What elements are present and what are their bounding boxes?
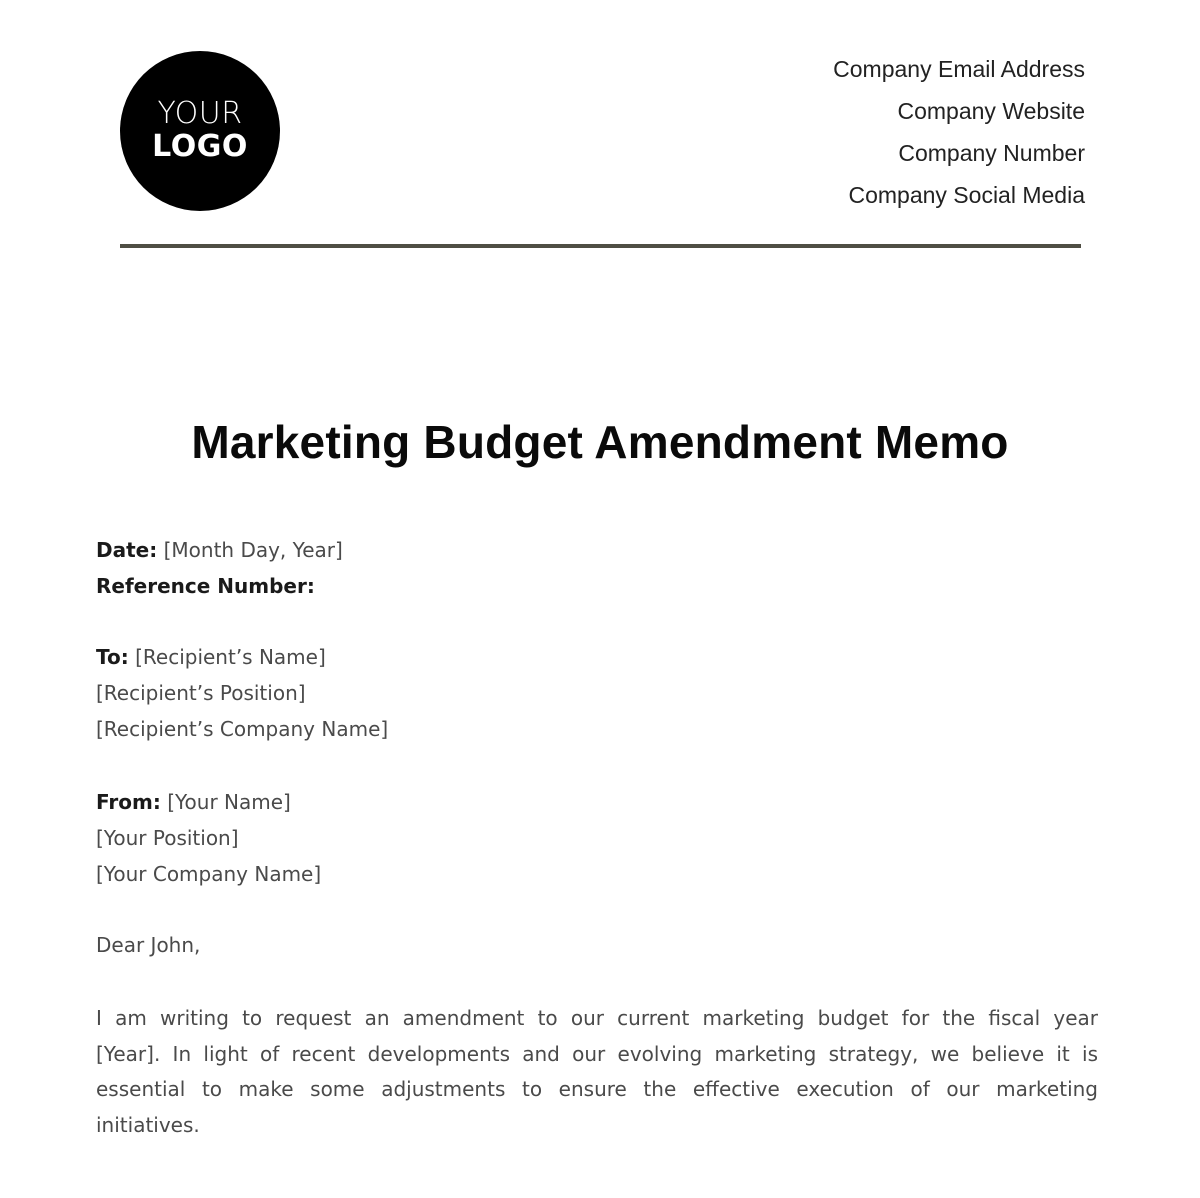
company-number: Company Number [898,140,1085,166]
document-title: Marketing Budget Amendment Memo [191,416,1009,468]
sender-position: [Your Position] [96,826,239,850]
recipient-position: [Recipient’s Position] [96,681,306,705]
company-contact-block [833,55,1085,223]
sender-name: [Your Name] [167,790,291,814]
date-value: [Month Day, Year] [163,538,343,562]
date-label: Date: [96,538,158,562]
recipient-name: [Recipient’s Name] [135,645,326,669]
body-paragraph: I am writing to request an amendment to our current marketing budget for the fiscal year [Year]. In light of recent developments and our evolving marketing strategy, we believe it is essential to make some adjustments to ensure the effective execution of our marketing initiatives. [96,1006,1098,1137]
recipient-company: [Recipient’s Company Name] [96,717,389,741]
memo-meta [96,532,1098,604]
company-logo [120,51,280,211]
from-label: From: [96,790,161,814]
company-email: Company Email Address [833,56,1085,82]
to-line [96,639,1098,675]
logo-line-2: LOGO [152,128,248,164]
reference-label: Reference Number: [96,574,315,598]
reference-line [96,568,1098,604]
company-website: Company Website [897,98,1085,124]
to-label: To: [96,645,129,669]
recipient-block [96,639,1098,747]
sender-block [96,784,1098,892]
date-line [96,532,1098,568]
greeting: Dear John, [96,933,201,957]
from-line [96,784,1098,820]
sender-company: [Your Company Name] [96,862,322,886]
logo-line-1: YOUR [157,95,243,131]
header-divider [120,244,1081,248]
company-social-media: Company Social Media [848,182,1085,208]
